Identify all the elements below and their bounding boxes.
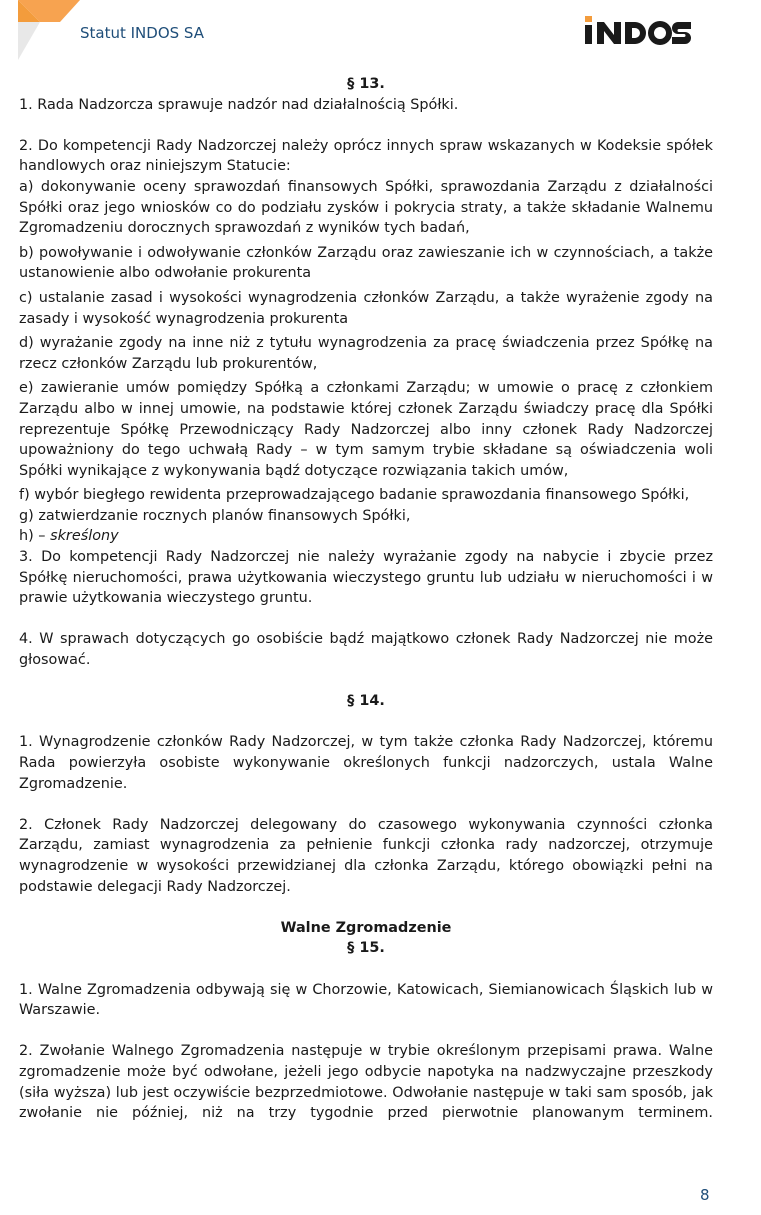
- section-13-item-h: [19, 526, 713, 547]
- section-13-item-a: a) dokonywanie oceny sprawozdań finansowych Spółki, sprawozdania Zarządu z działalności Spółki oraz jego wniosków co do podziału zysków i pokrycia straty, a także składanie Walnemu Zgromadzeniu dorocznych sprawozdań z wyników tych badań,: [19, 178, 713, 237]
- section-13-paragraph-3: 3. Do kompetencji Rady Nadzorczej nie należy wyrażanie zgody na nabycie i zbycie przez Spółkę nieruchomości, prawa użytkowania wieczystego gruntu lub udziału w nieruchomości i w prawie użytkowania wieczystego gruntu.: [19, 549, 713, 607]
- section-13-item-d: d) wyrażanie zgody na inne niż z tytułu wynagrodzenia za pracę świadczenia przez Spółkę na rzecz członków Zarządu lub prokurentów,: [19, 335, 713, 372]
- page-number: 8: [700, 1186, 710, 1204]
- document-body: [19, 74, 713, 1124]
- section-14-paragraph-1: 1. Wynagrodzenie członków Rady Nadzorczej, w tym także członka Rady Nadzorczej, któremu Rada powierzyła osobiste wykonywanie określonych funkcji nadzorczych, ustala Walne Zgromadzenie.: [19, 734, 713, 792]
- section-15-paragraph-2: 2. Zwołanie Walnego Zgromadzenia następuje w trybie określonym przepisami prawa. Walne zgromadzenie może być odwołane, jeżeli jego odbycie napotyka na nadzwyczajne przeszkody (siła wyższa) lub jest oczywiście bezprzedmiotowe. Odwołanie następuje w taki sam sposób, jak zwołanie nie później, niż na trzy tygodnie przed pierwotnie planowanym terminem.: [19, 1043, 713, 1122]
- section-15-paragraph-1: 1. Walne Zgromadzenia odbywają się w Chorzowie, Katowicach, Siemianowicach Śląskich lub w Warszawie.: [19, 981, 713, 1019]
- section-13-item-h-prefix: h) –: [19, 528, 51, 545]
- section-13-item-c: c) ustalanie zasad i wysokości wynagrodzenia członków Zarządu, a także wyrażenie zgody na zasady i wysokość wynagrodzenia prokurenta: [19, 289, 713, 327]
- document-header-title: Statut INDOS SA: [80, 24, 204, 42]
- section-14-heading: § 14.: [347, 693, 385, 710]
- section-13-paragraph-4: 4. W sprawach dotyczących go osobiście bądź majątkowo członek Rady Nadzorczej nie może głosować.: [19, 631, 713, 669]
- section-13-item-f: f) wybór biegłego rewidenta przeprowadzającego badanie sprawozdania finansowego Spółki,: [19, 487, 690, 504]
- section-13-item-h-struck-note: skreślony: [50, 528, 119, 545]
- chapter-title-walne-zgromadzenie: Walne Zgromadzenie: [280, 919, 452, 936]
- section-13-item-g: g) zatwierdzanie rocznych planów finansowych Spółki,: [19, 507, 411, 524]
- section-15-heading: § 15.: [347, 940, 385, 957]
- section-13-item-e: e) zawieranie umów pomiędzy Spółką a członkami Zarządu; w umowie o pracę z członkiem Zarządu albo w innej umowie, na podstawie której członek Zarządu świadczy pracę dla Spółki reprezentuje Spółkę Przewodniczący Rady Nadzorczej albo inny członek Rady Nadzorczej upoważniony do tego uchwałą Rady – w tym samym trybie składane są oświadczenia woli Spółki wynikające z wykonywania bądź dotyczące rozwiązania takich umów,: [19, 380, 713, 479]
- section-14-paragraph-2: 2. Członek Rady Nadzorczej delegowany do czasowego wykonywania czynności członka Zarządu, zamiast wynagrodzenia za pełnienie funkcji członka rady nadzorczej, otrzymuje wynagrodzenie w wysokości przewidzianej dla członka Zarządu, którego obowiązki pełni na podstawie delegacji Rady Nadzorczej.: [19, 816, 713, 895]
- section-13-item-b: b) powoływanie i odwoływanie członków Zarządu oraz zawieszanie ich w czynnościach, a także ustanowienie albo odwołanie prokurenta: [19, 244, 713, 282]
- section-13-heading: § 13.: [347, 76, 385, 92]
- indos-logo: [583, 12, 693, 52]
- corner-accent-graphic: [0, 0, 80, 60]
- section-13-paragraph-2: 2. Do kompetencji Rady Nadzorczej należy oprócz innych spraw wskazanych w Kodeksie spółek handlowych oraz niniejszym Statucie:: [19, 137, 713, 175]
- section-13-paragraph-1: 1. Rada Nadzorcza sprawuje nadzór nad działalnością Spółki.: [19, 96, 459, 113]
